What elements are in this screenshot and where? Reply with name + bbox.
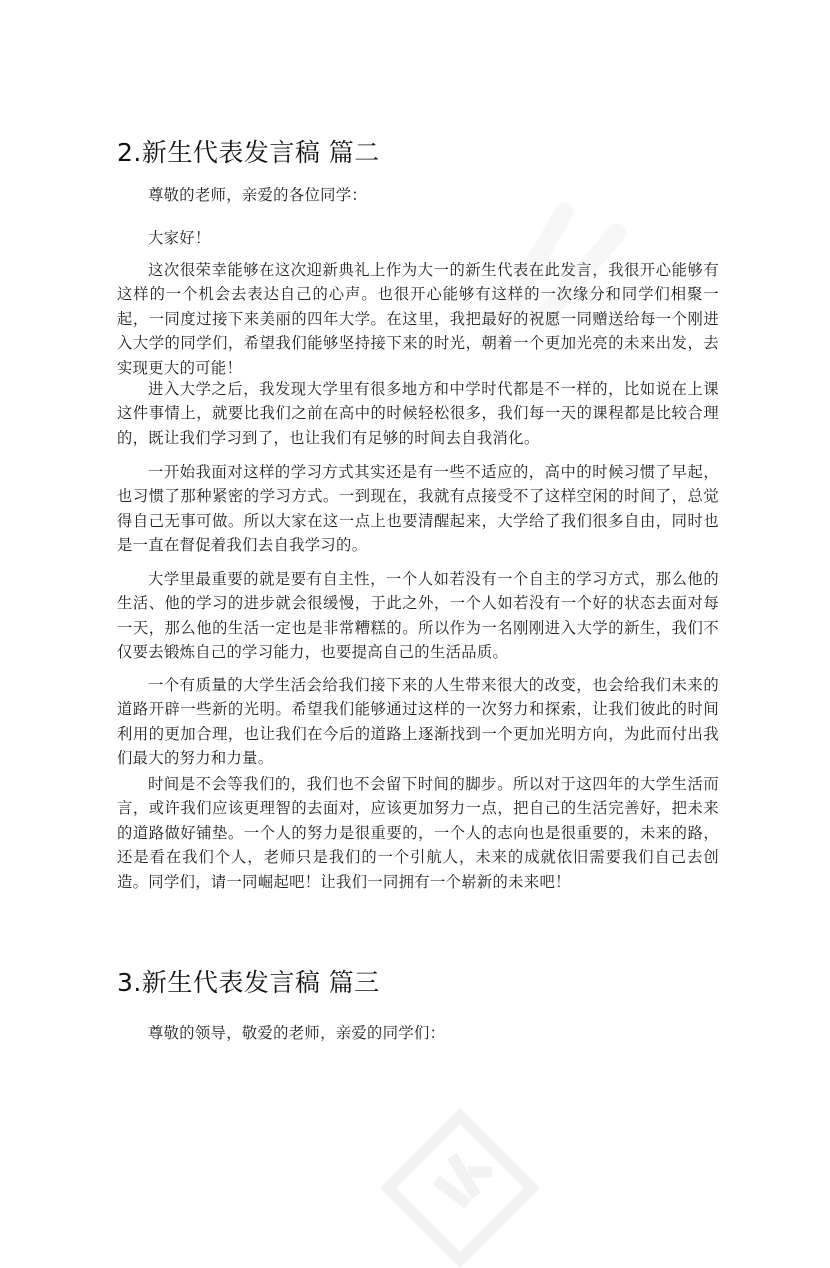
body-paragraph: 进入大学之后，我发现大学里有很多地方和中学时代都是不一样的，比如说在上课这件事情上，就要比我们之前在高中的时候轻松很多，我们每一天的课程都是比较合理的，既让我们学习到了，也让我们有足够的时间去自我消化。 — [117, 380, 719, 447]
body-paragraph: 一个有质量的大学生活会给我们接下来的人生带来很大的改变，也会给我们未来的道路开辟一些新的光明。希望我们能够通过这样的一次努力和探索，让我们彼此的时间利用的更加合理，也让我们在今后的道路上逐渐找到一个更加光明方向，为此而付出我们最大的努力和力量。 — [117, 676, 719, 768]
section-heading: 3.新生代表发言稿 篇三 — [117, 968, 380, 997]
greeting: 大家好！ — [148, 229, 211, 247]
salutation: 尊敬的领导，敬爱的老师，亲爱的同学们： — [148, 1024, 446, 1042]
watermark-logo-icon — [380, 1108, 540, 1268]
body-paragraph: 这次很荣幸能够在这次迎新典礼上作为大一的新生代表在此发言，我很开心能够有这样的一个机会去表达自己的心声。也很开心能够有这样的一次缘分和同学们相聚一起，一同度过接下来美丽的四年大学。在这里，我把最好的祝愿一同赠送给每一个刚进入大学的同学们，希望我们能够坚持接下来的时光，朝着一个更加光亮的未来出发，去实现更大的可能！ — [117, 261, 719, 377]
section-heading: 2.新生代表发言稿 篇二 — [117, 138, 380, 167]
body-paragraph: 时间是不会等我们的，我们也不会留下时间的脚步。所以对于这四年的大学生活而言，或许我们应该更理智的去面对，应该更加努力一点，把自己的生活完善好，把未来的道路做好铺垫。一个人的努力是很重要的，一个人的志向也是很重要的，未来的路，还是看在我们个人，老师只是我们的一个引航人，未来的成就依旧需要我们自己去创造。同学们，请一同崛起吧！让我们一同拥有一个崭新的未来吧！ — [117, 775, 719, 891]
body-paragraph: 一开始我面对这样的学习方式其实还是有一些不适应的，高中的时候习惯了早起，也习惯了那种紧密的学习方式。一到现在，我就有点接受不了这样空闲的时间了，总觉得自己无事可做。所以大家在这一点上也要清醒起来，大学给了我们很多自由，同时也是一直在督促着我们去自我学习的。 — [117, 463, 719, 555]
body-paragraph: 大学里最重要的就是要有自主性，一个人如若没有一个自主的学习方式，那么他的生活、他的学习的进步就会很缓慢，于此之外，一个人如若没有一个好的状态去面对每一天，那么他的生活一定也是非常糟糕的。所以作为一名刚刚进入大学的新生，我们不仅要去锻炼自己的学习能力，也要提高自己的生活品质。 — [117, 570, 719, 662]
salutation: 尊敬的老师，亲爱的各位同学： — [148, 186, 368, 204]
